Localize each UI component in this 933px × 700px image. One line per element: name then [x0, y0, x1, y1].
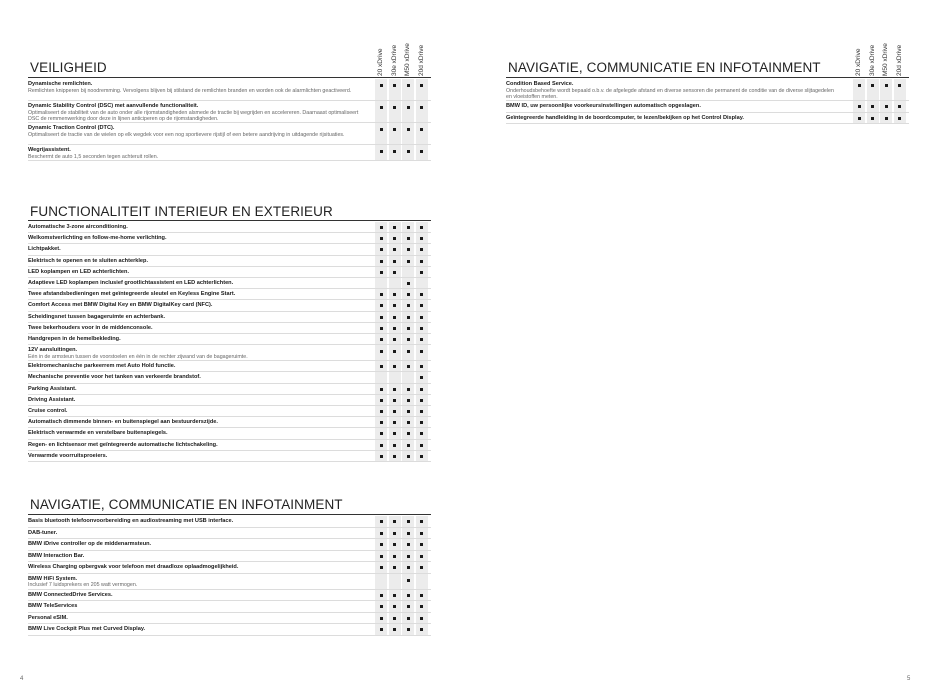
standard-mark [380, 106, 383, 109]
row-label: Regen- en lichtsensor met geïntegreerde automatische lichtschakeling. [28, 441, 218, 448]
table-row [28, 334, 431, 345]
standard-mark [393, 260, 396, 263]
table-row [28, 562, 431, 574]
standard-mark [407, 566, 410, 569]
standard-mark [380, 237, 383, 240]
row-label: Wegrijassistent. [28, 147, 71, 153]
row-label: Adaptieve LED koplampen inclusief grootlichtassistent en LED achterlichten. [28, 280, 234, 286]
standard-mark [885, 84, 888, 87]
column-header: 30e xDrive [390, 44, 398, 76]
standard-mark [380, 365, 383, 368]
standard-mark [871, 105, 874, 108]
table-row [28, 516, 431, 528]
standard-mark [393, 293, 396, 296]
standard-mark [420, 432, 423, 435]
table-row [28, 440, 431, 451]
row-label: 12V aansluitingen. [28, 347, 78, 354]
standard-mark [420, 455, 423, 458]
standard-mark [407, 543, 410, 546]
row-label: Scheidingsnet tussen bagageruimte en achterbank. [28, 313, 166, 320]
standard-mark [420, 84, 423, 87]
standard-mark [407, 226, 410, 229]
section-rule [28, 514, 431, 515]
standard-mark [393, 455, 396, 458]
standard-mark [393, 350, 396, 353]
standard-mark [407, 421, 410, 424]
standard-mark [393, 566, 396, 569]
standard-mark [380, 605, 383, 608]
standard-mark [380, 248, 383, 251]
row-label: Basis bluetooth telefoonvoorbereiding en audiostreaming met USB interface. [28, 518, 234, 524]
standard-mark [393, 628, 396, 631]
standard-mark [407, 365, 410, 368]
standard-mark [407, 282, 410, 285]
table-row [28, 428, 431, 439]
row-label: Parking Assistant. [28, 385, 77, 392]
standard-mark [898, 105, 901, 108]
standard-mark [393, 316, 396, 319]
standard-mark [380, 543, 383, 546]
standard-mark [407, 594, 410, 597]
standard-mark [407, 410, 410, 413]
page-number-right: 5 [907, 676, 911, 682]
standard-mark [420, 520, 423, 523]
standard-mark [858, 105, 861, 108]
table-row [28, 395, 431, 406]
standard-mark [393, 594, 396, 597]
row-label: BMW Interaction Bar. [28, 552, 85, 559]
row-label: BMW ID, uw persoonlijke voorkeursinstellingen automatisch opgeslagen. [506, 103, 701, 109]
row-label: Handgrepen in de hemelbekleding. [28, 336, 121, 342]
column-headers-right [853, 36, 909, 78]
standard-mark [898, 84, 901, 87]
standard-mark [407, 84, 410, 87]
standard-mark [393, 248, 396, 251]
standard-mark [380, 316, 383, 319]
standard-mark [380, 628, 383, 631]
section-title-veiligheid: VEILIGHEID [30, 60, 107, 75]
row-description: Remlichten knipperen bij noodremming. Vervolgens blijven bij stilstand de remlichten branden en worden ook de alarmlichten geactiveerd. [28, 87, 352, 94]
standard-mark [420, 260, 423, 263]
column-header: 20 xDrive [855, 48, 862, 76]
standard-mark [420, 365, 423, 368]
standard-mark [420, 532, 423, 535]
standard-mark [407, 628, 410, 631]
row-description: Inclusief 7 luidsprekers en 205 watt vermogen. [28, 582, 138, 588]
table-row [28, 528, 431, 540]
standard-mark [420, 350, 423, 353]
standard-mark [407, 532, 410, 535]
table-row [28, 384, 431, 395]
standard-mark [393, 128, 396, 131]
standard-mark [858, 84, 861, 87]
table-row [506, 101, 909, 113]
standard-mark [380, 421, 383, 424]
row-label: Automatisch dimmende binnen- en buitenspiegel aan bestuurderszijde. [28, 419, 218, 426]
table-row [28, 123, 431, 145]
standard-mark [393, 388, 396, 391]
row-label: Elektrisch verwarmde en verstelbare buitenspiegels. [28, 430, 168, 437]
standard-mark [407, 304, 410, 307]
standard-mark [380, 327, 383, 330]
standard-mark [380, 432, 383, 435]
standard-mark [420, 293, 423, 296]
standard-mark [380, 226, 383, 229]
standard-mark [420, 304, 423, 307]
column-header: M50 xDrive [404, 43, 411, 76]
table-row [28, 539, 431, 551]
row-label: BMW TeleServices [28, 603, 78, 609]
table-row [28, 345, 431, 361]
standard-mark [420, 399, 423, 402]
standard-mark [407, 316, 410, 319]
standard-mark [380, 304, 383, 307]
standard-mark [420, 271, 423, 274]
table-row [28, 101, 431, 123]
standard-mark [380, 410, 383, 413]
table-row [28, 372, 431, 383]
row-label: Welkomstverlichting en follow-me-home verlichting. [28, 235, 167, 242]
row-label: Automatische 3-zone airconditioning. [28, 224, 128, 230]
standard-mark [393, 410, 396, 413]
table-row [28, 323, 431, 334]
column-header: M50 xDrive [882, 43, 889, 76]
row-label: Elektrisch te openen en te sluiten achterklep. [28, 257, 148, 264]
table-row [28, 417, 431, 428]
standard-mark [407, 432, 410, 435]
standard-mark [407, 617, 410, 620]
table-row [28, 601, 431, 613]
standard-mark [407, 128, 410, 131]
standard-mark [393, 226, 396, 229]
row-label: LED koplampen en LED achterlichten. [28, 268, 130, 275]
standard-mark [420, 594, 423, 597]
section-rule [506, 77, 909, 78]
standard-mark [393, 338, 396, 341]
row-label: Geïntegreerde handleiding in de boordcomputer, te lezen/bekijken op het Control Display. [506, 114, 744, 121]
row-label: Dynamic Traction Control (DTC). [28, 125, 115, 131]
table-row [28, 590, 431, 602]
standard-mark [380, 555, 383, 558]
row-label: Lichtpakket. [28, 246, 61, 253]
table-row [28, 613, 431, 625]
standard-mark [420, 617, 423, 620]
standard-mark [380, 594, 383, 597]
row-label: BMW ConnectedDrive Services. [28, 591, 113, 598]
row-label: Mechanische preventie voor het tanken van verkeerde brandstof. [28, 374, 201, 381]
row-label: Dynamische remlichten. [28, 81, 93, 87]
standard-mark [380, 350, 383, 353]
standard-mark [380, 532, 383, 535]
standard-mark [380, 455, 383, 458]
standard-mark [420, 226, 423, 229]
table-row [28, 574, 431, 590]
standard-mark [393, 432, 396, 435]
standard-mark [898, 117, 901, 120]
standard-mark [420, 543, 423, 546]
section-title-navigatie-links: NAVIGATIE, COMMUNICATIE EN INFOTAINMENT [30, 497, 343, 512]
standard-mark [380, 388, 383, 391]
table-row [28, 256, 431, 267]
standard-mark [380, 84, 383, 87]
row-label: Wireless Charging opbergvak voor telefoon met draadloze oplaadmogelijkheid. [28, 564, 239, 570]
standard-mark [380, 260, 383, 263]
standard-mark [407, 150, 410, 153]
standard-mark [407, 444, 410, 447]
standard-mark [420, 566, 423, 569]
row-description: Eén in de armsteun tussen de voorstoelen en één in de rechter zijwand van de bagageruimte. [28, 353, 248, 360]
table-row [28, 145, 431, 161]
standard-mark [380, 444, 383, 447]
standard-mark [420, 316, 423, 319]
standard-mark [393, 237, 396, 240]
standard-mark [407, 399, 410, 402]
table-row [28, 300, 431, 311]
table-row [28, 406, 431, 417]
standard-mark [407, 106, 410, 109]
section-title-functionaliteit: FUNCTIONALITEIT INTERIEUR EN EXTERIEUR [30, 204, 333, 219]
section-rule [28, 77, 431, 78]
row-label: BMW Live Cockpit Plus met Curved Display. [28, 626, 146, 632]
section-title-navigatie-rechts: NAVIGATIE, COMMUNICATIE EN INFOTAINMENT [508, 60, 821, 75]
standard-mark [380, 566, 383, 569]
standard-mark [420, 237, 423, 240]
standard-mark [420, 106, 423, 109]
table-row [28, 361, 431, 372]
column-header: 30e xDrive [868, 44, 876, 76]
row-label: Driving Assistant. [28, 396, 76, 403]
table-row [28, 267, 431, 278]
standard-mark [871, 117, 874, 120]
row-label: Verwarmde voorruitsproeiers. [28, 452, 108, 459]
row-label: Twee bekerhouders voor in de middenconsole. [28, 324, 153, 331]
table-row [28, 79, 431, 101]
row-description: Onderhoudsbehoefte wordt bepaald o.b.v. de afgelegde afstand en diverse sensoren die permanent de conditie van de diverse slijtagedelen en vloeistoffen meten. [506, 87, 834, 100]
standard-mark [420, 248, 423, 251]
standard-mark [885, 117, 888, 120]
row-label: DAB-tuner. [28, 529, 58, 536]
standard-mark [407, 260, 410, 263]
standard-mark [420, 410, 423, 413]
standard-mark [380, 338, 383, 341]
row-label: Comfort Access met BMW Digital Key en BMW DigitalKey card (NFC). [28, 302, 213, 309]
section-rule [28, 220, 431, 221]
standard-mark [407, 350, 410, 353]
table-row [506, 113, 909, 125]
standard-mark [420, 388, 423, 391]
standard-mark [420, 605, 423, 608]
standard-mark [393, 532, 396, 535]
standard-mark [407, 555, 410, 558]
standard-mark [393, 365, 396, 368]
row-label: Personal eSIM. [28, 614, 68, 621]
standard-mark [420, 555, 423, 558]
standard-mark [407, 579, 410, 582]
table-row [28, 222, 431, 233]
standard-mark [420, 444, 423, 447]
column-header: 20 xDrive [377, 48, 384, 76]
table-row [28, 551, 431, 563]
row-label: Condition Based Service. [506, 81, 574, 87]
standard-mark [407, 605, 410, 608]
row-label: Cruise control. [28, 408, 68, 414]
standard-mark [380, 617, 383, 620]
table-row [28, 233, 431, 244]
column-header: 20d xDrive [895, 44, 903, 76]
standard-mark [885, 105, 888, 108]
page-number-left: 4 [20, 676, 24, 682]
standard-mark [420, 628, 423, 631]
row-label: Twee afstandsbedieningen met geïntegreerde sleutel en Keyless Engine Start. [28, 291, 236, 298]
table-row [506, 79, 909, 101]
standard-mark [407, 327, 410, 330]
standard-mark [380, 128, 383, 131]
standard-mark [393, 543, 396, 546]
standard-mark [380, 399, 383, 402]
row-label: BMW iDrive controller op de middenarmsteun. [28, 541, 152, 547]
standard-mark [407, 520, 410, 523]
table-row [28, 289, 431, 300]
table-row [28, 278, 431, 289]
standard-mark [393, 84, 396, 87]
standard-mark [380, 293, 383, 296]
standard-mark [393, 150, 396, 153]
standard-mark [393, 421, 396, 424]
standard-mark [393, 444, 396, 447]
standard-mark [407, 455, 410, 458]
standard-mark [407, 248, 410, 251]
standard-mark [380, 150, 383, 153]
standard-mark [420, 376, 423, 379]
standard-mark [871, 84, 874, 87]
standard-mark [393, 327, 396, 330]
row-label: Elektromechanische parkeerrem met Auto Hold functie. [28, 363, 176, 370]
standard-mark [407, 293, 410, 296]
table-row [28, 451, 431, 462]
column-headers-left [375, 36, 431, 78]
standard-mark [420, 150, 423, 153]
row-description: Optimaliseert de tractie van de wielen op elk wegdek voor een nog sportievere rijstijl of een betere aandrijving in uitdagende rijsituaties. [28, 131, 345, 138]
standard-mark [393, 605, 396, 608]
standard-mark [393, 106, 396, 109]
row-description: Optimaliseert de stabiliteit van de auto onder alle rijomstandigheden alsmede de tractie bij wegrijden en accelereren. Daarnaast optimaliseert DSC de remmenwerking door deze in lijnen anticiperen op de rijomstandigheden. [28, 109, 359, 122]
standard-mark [380, 520, 383, 523]
standard-mark [420, 338, 423, 341]
standard-mark [407, 237, 410, 240]
table-row [28, 244, 431, 255]
standard-mark [420, 421, 423, 424]
table-row [28, 312, 431, 323]
standard-mark [407, 388, 410, 391]
standard-mark [420, 128, 423, 131]
standard-mark [393, 520, 396, 523]
column-header: 20d xDrive [417, 44, 425, 76]
table-row [28, 624, 431, 636]
standard-mark [420, 327, 423, 330]
standard-mark [393, 399, 396, 402]
standard-mark [393, 304, 396, 307]
standard-mark [407, 338, 410, 341]
row-description: Beschermt de auto 1,5 seconden tegen achteruit rollen. [28, 153, 159, 160]
row-label: Dynamic Stability Control (DSC) met aanvullende functionaliteit. [28, 103, 199, 109]
row-label: BMW HiFi System. [28, 575, 78, 582]
standard-mark [393, 555, 396, 558]
standard-mark [380, 271, 383, 274]
standard-mark [393, 617, 396, 620]
standard-mark [858, 117, 861, 120]
standard-mark [393, 271, 396, 274]
